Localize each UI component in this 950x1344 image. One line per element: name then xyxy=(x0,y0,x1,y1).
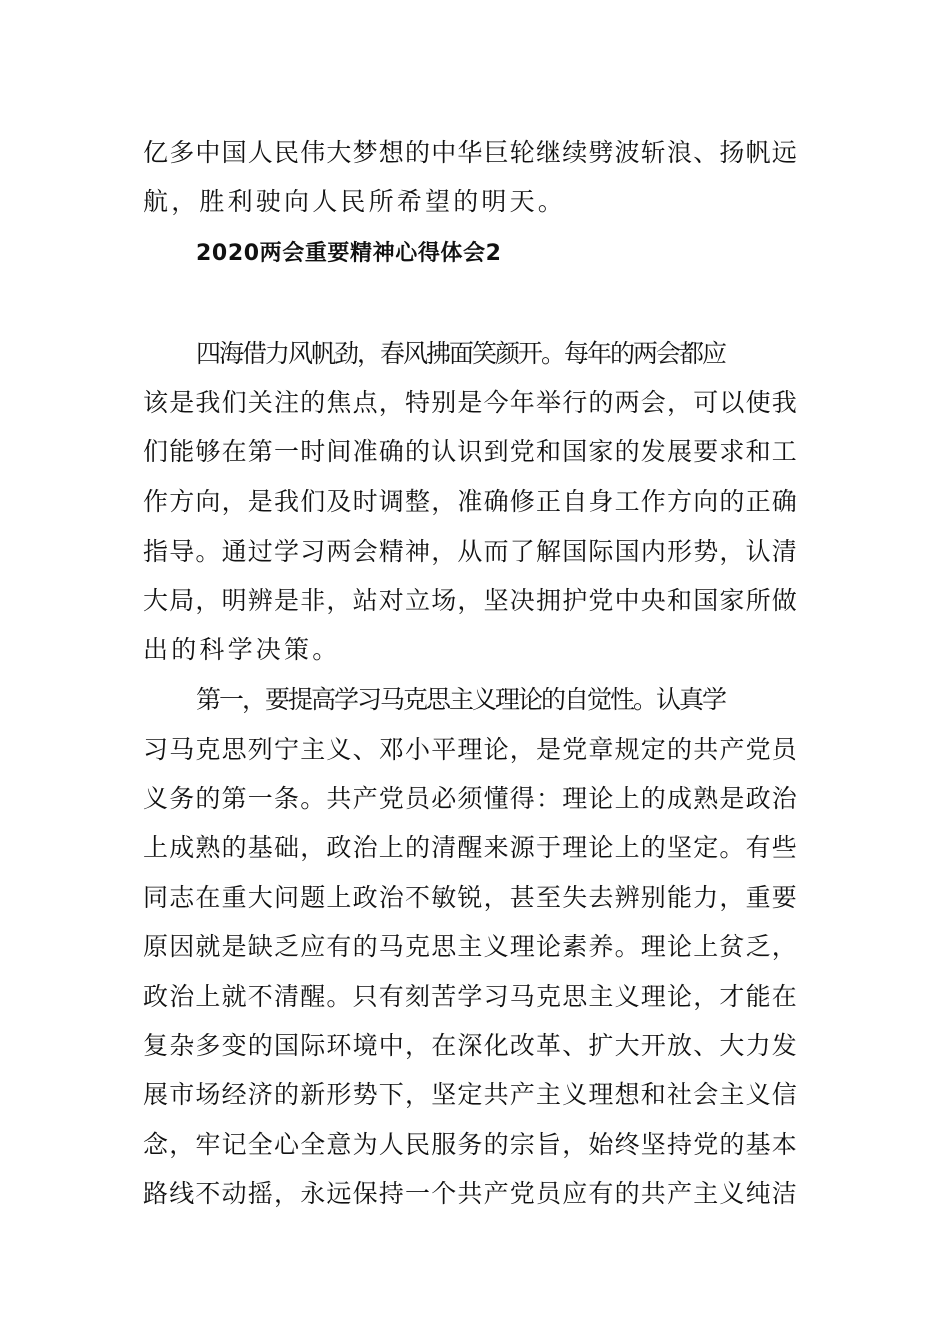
paragraph2-line-2: 习马克思列宁主义、邓小平理论，是党章规定的共产党员 xyxy=(143,735,799,764)
paragraph2-line-10: 念，牢记全心全意为人民服务的宗旨，始终坚持党的基本 xyxy=(143,1130,799,1159)
paragraph2-line-6: 原因就是缺乏应有的马克思主义理论素养。理论上贫乏， xyxy=(143,932,799,961)
paragraph1-line-7: 出的科学决策。 xyxy=(143,635,341,664)
paragraph2-line-7: 政治上就不清醒。只有刻苦学习马克思主义理论，才能在 xyxy=(143,982,799,1011)
paragraph1-line-4: 作方向，是我们及时调整，准确修正自身工作方向的正确 xyxy=(143,487,799,516)
paragraph1-line-1: 四海借力风帆劲，春风拂面笑颜开。每年的两会都应 xyxy=(196,339,726,368)
paragraph1-line-2: 该是我们关注的焦点，特别是今年举行的两会，可以使我 xyxy=(143,388,799,417)
paragraph2-line-11: 路线不动摇，永远保持一个共产党员应有的共产主义纯洁 xyxy=(143,1179,799,1208)
paragraph2-line-9: 展市场经济的新形势下，坚定共产主义理想和社会主义信 xyxy=(143,1080,799,1109)
paragraph2-line-3: 义务的第一条。共产党员必须懂得：理论上的成熟是政治 xyxy=(143,784,799,813)
paragraph2-line-8: 复杂多变的国际环境中，在深化改革、扩大开放、大力发 xyxy=(143,1031,799,1060)
paragraph1-line-5: 指导。通过学习两会精神，从而了解国际国内形势，认清 xyxy=(143,537,799,566)
paragraph2-line-4: 上成熟的基础，政治上的清醒来源于理论上的坚定。有些 xyxy=(143,833,799,862)
paragraph1-line-6: 大局，明辨是非，站对立场，坚决拥护党中央和国家所做 xyxy=(143,586,799,615)
paragraph1-line-3: 们能够在第一时间准确的认识到党和国家的发展要求和工 xyxy=(143,437,799,466)
section-heading: 2020两会重要精神心得体会2 xyxy=(196,241,502,266)
intro-line-2: 航，胜利驶向人民所希望的明天。 xyxy=(143,187,567,216)
intro-line-1: 亿多中国人民伟大梦想的中华巨轮继续劈波斩浪、扬帆远 xyxy=(143,138,799,167)
paragraph2-line-1: 第一，要提高学习马克思主义理论的自觉性。认真学 xyxy=(196,685,726,714)
paragraph2-line-5: 同志在重大问题上政治不敏锐，甚至失去辨别能力，重要 xyxy=(143,883,799,912)
